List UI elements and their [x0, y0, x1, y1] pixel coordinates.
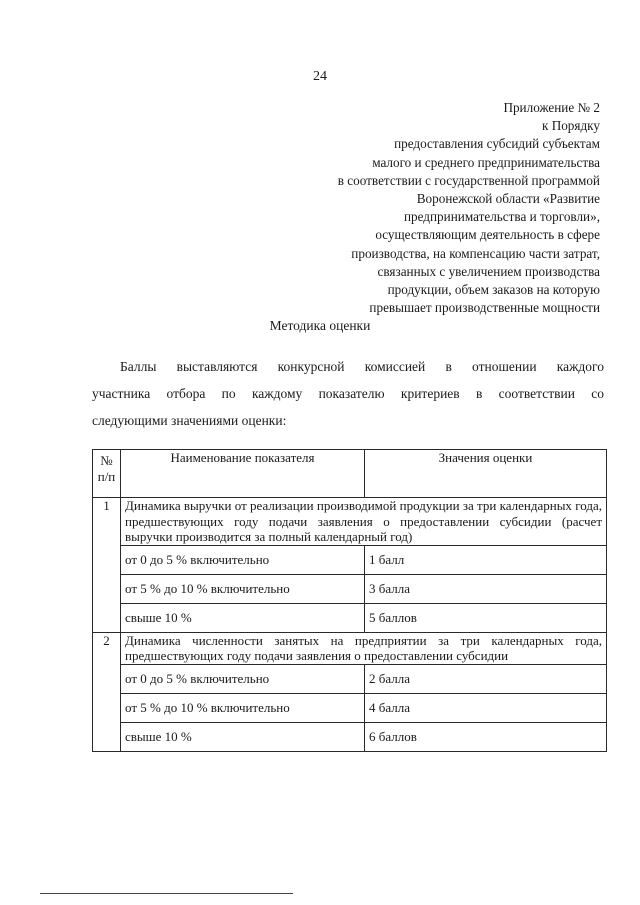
page-number: 24	[313, 69, 327, 84]
option-range: от 0 до 5 % включительно	[121, 545, 365, 574]
method-title: Методика оценки	[269, 318, 371, 333]
option-score: 3 балла	[365, 574, 607, 603]
appendix-line: связанных с увеличением производства	[377, 263, 600, 279]
word: каждому	[251, 386, 303, 401]
header-num: № п/п	[93, 450, 121, 498]
option-range: от 0 до 5 % включительно	[121, 664, 365, 693]
intro-paragraph	[92, 353, 604, 434]
word: отношении	[472, 359, 537, 374]
word: участника	[92, 386, 151, 401]
header-values: Значения оценки	[365, 450, 607, 498]
appendix-line: Воронежской области «Развитие	[416, 191, 600, 207]
intro-line	[92, 380, 604, 407]
footnote-separator	[40, 893, 293, 894]
appendix-header	[270, 99, 600, 317]
word: критериев	[400, 386, 460, 401]
option-range: от 5 % до 10 % включительно	[121, 693, 365, 722]
word: соответствии	[498, 386, 575, 401]
criterion-row	[93, 632, 607, 664]
appendix-line: продукции, объем заказов на которую	[387, 282, 600, 298]
word: по	[221, 386, 236, 401]
option-score: 4 балла	[365, 693, 607, 722]
table-row	[93, 722, 607, 751]
option-score: 1 балл	[365, 545, 607, 574]
intro-line: следующими значениями оценки:	[92, 413, 287, 428]
appendix-line: предпринимательства и торговли»,	[403, 209, 600, 225]
word: в	[475, 386, 483, 401]
appendix-line: предоставления субсидий субъектам	[394, 136, 600, 152]
option-range: свыше 10 %	[121, 603, 365, 632]
appendix-line: в соответствии с государственной программой	[337, 172, 600, 188]
scoring-table	[92, 449, 607, 752]
appendix-line: производства, на компенсацию части затрат,	[351, 245, 600, 261]
option-score: 2 балла	[365, 664, 607, 693]
table-row	[93, 574, 607, 603]
word: отбора	[166, 386, 206, 401]
criterion-row	[93, 498, 607, 546]
criterion-index: 2	[93, 632, 121, 751]
appendix-line: малого и среднего предпринимательства	[372, 154, 600, 170]
table-row	[93, 693, 607, 722]
option-score: 5 баллов	[365, 603, 607, 632]
word: Баллы	[120, 359, 157, 374]
word: со	[591, 386, 604, 401]
criterion-index: 1	[93, 498, 121, 633]
table-header-row	[93, 450, 607, 498]
option-score: 6 баллов	[365, 722, 607, 751]
appendix-line: к Порядку	[541, 118, 600, 134]
table-row	[93, 545, 607, 574]
criterion-title: Динамика численности занятых на предприятии за три календарных года, предшествующих году подачи заявления о предоставлении субсидии	[121, 632, 607, 664]
criterion-title: Динамика выручки от реализации производимой продукции за три календарных года, предшествующих году подачи заявления о предоставлении субсидии (расчет выручки производится за полный календарный год)	[121, 498, 607, 546]
option-range: от 5 % до 10 % включительно	[121, 574, 365, 603]
word: каждого	[556, 359, 604, 374]
intro-line	[92, 353, 604, 380]
option-range: свыше 10 %	[121, 722, 365, 751]
word: показателю	[318, 386, 385, 401]
header-name: Наименование показателя	[121, 450, 365, 498]
appendix-line: осуществляющим деятельность в сфере	[375, 227, 600, 243]
word: в	[445, 359, 452, 374]
appendix-line: Приложение № 2	[503, 100, 600, 115]
word: комиссией	[364, 359, 426, 374]
word: выставляются	[176, 359, 258, 374]
table-row	[93, 664, 607, 693]
appendix-line: превышает производственные мощности	[369, 300, 600, 316]
word: конкурсной	[277, 359, 345, 374]
table-row	[93, 603, 607, 632]
